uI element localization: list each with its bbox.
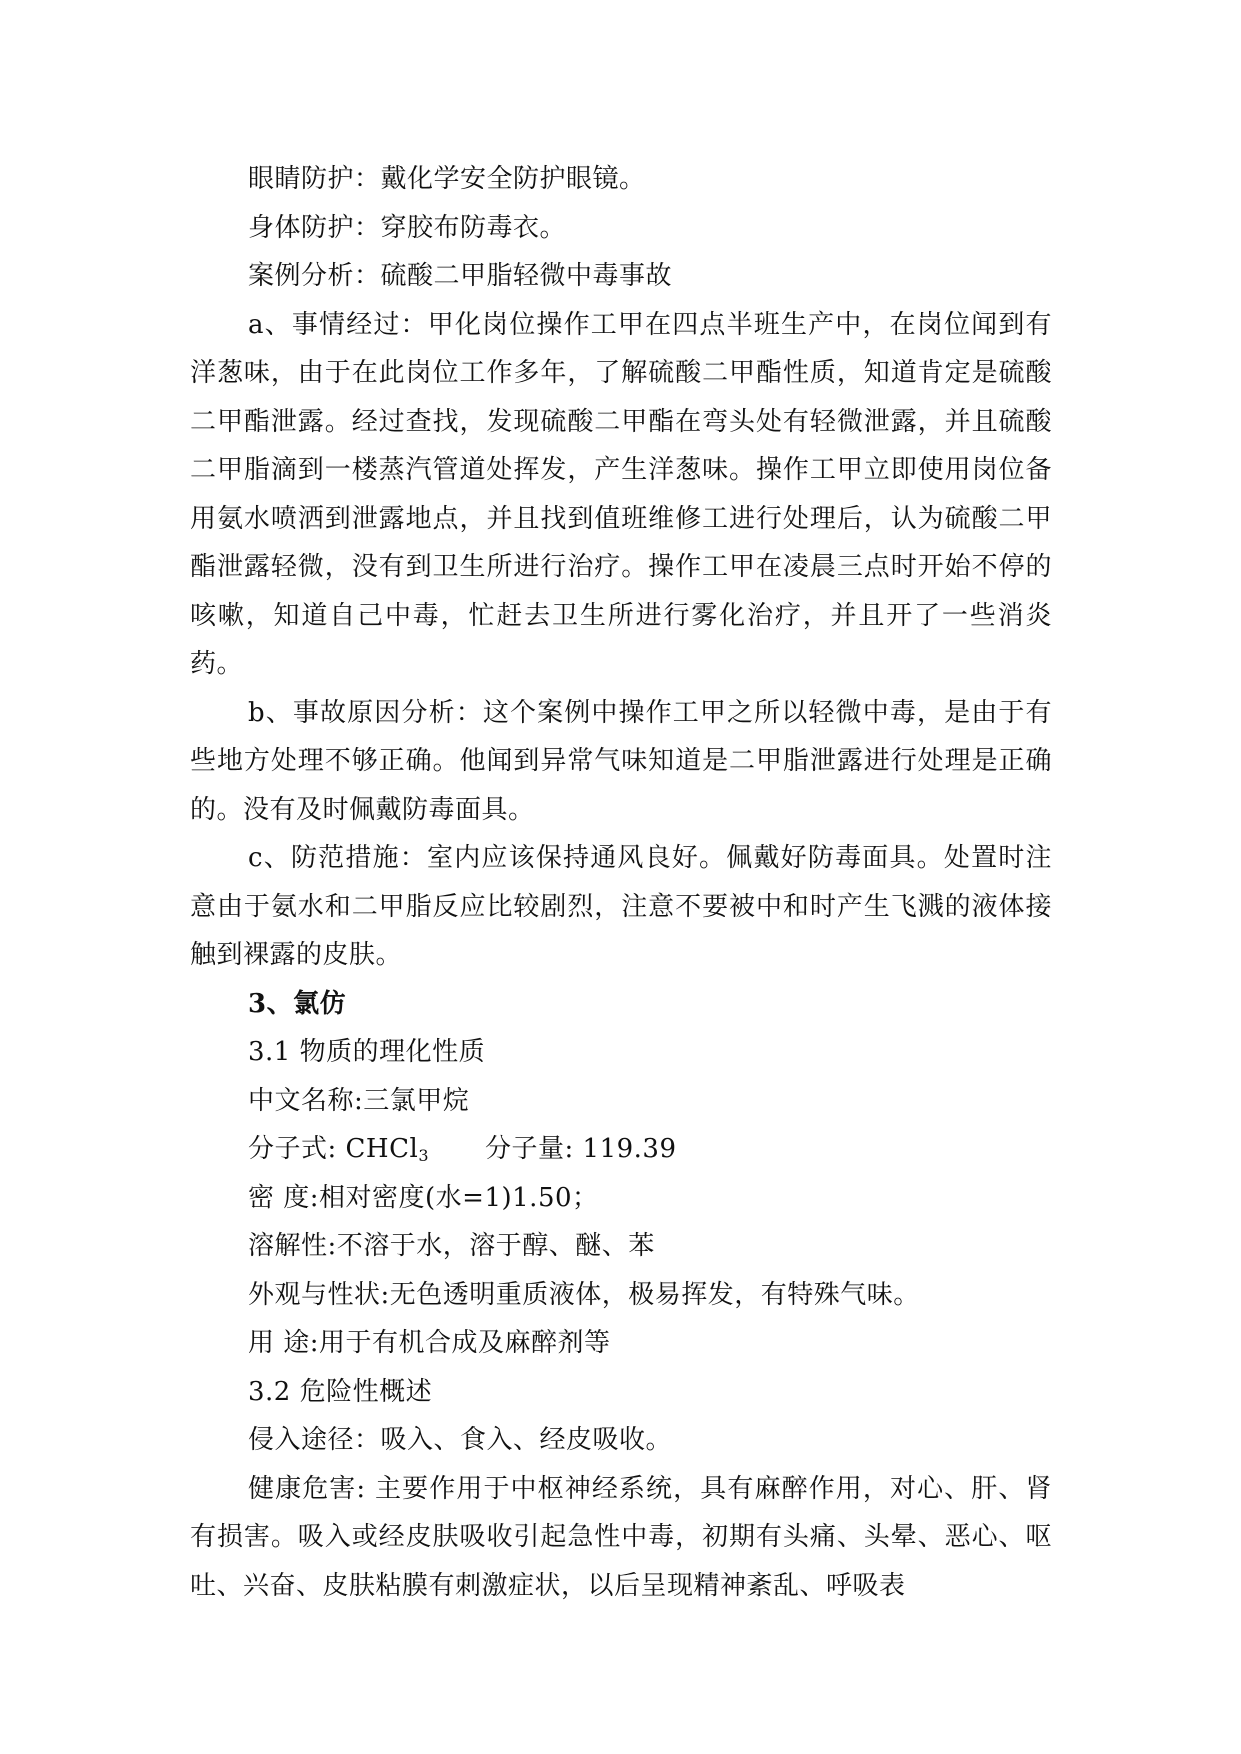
subsection-3-1-title: 3.1 物质的理化性质 — [248, 1037, 486, 1067]
case-c-paragraph: c、防范措施：室内应该保持通风良好。佩戴好防毒面具。处置时注意由于氨水和二甲脂反应比较剧烈，注意不要被中和时产生飞溅的液体接触到裸露的皮肤。 — [190, 843, 1052, 970]
document-page — [190, 155, 1052, 1610]
usage-text: 用 途:用于有机合成及麻醉剂等 — [248, 1328, 611, 1358]
formula-label: 分子式: CHCl — [248, 1134, 419, 1164]
body-protection-text: 身体防护：穿胶布防毒衣。 — [248, 212, 567, 243]
case-a-paragraph: a、事情经过：甲化岗位操作工甲在四点半班生产中，在岗位闻到有洋葱味，由于在此岗位工作多年，了解硫酸二甲酯性质，知道肯定是硫酸二甲酯泄露。经过查找，发现硫酸二甲酯在弯头处有轻微泄露，并且硫酸二甲脂滴到一楼蒸汽管道处挥发，产生洋葱味。操作工甲立即使用岗位备用氨水喷洒到泄露地点，并且找到值班维修工进行处理后，认为硫酸二甲酯泄露轻微，没有到卫生所进行治疗。操作工甲在凌晨三点时开始不停的咳嗽，知道自己中毒，忙赶去卫生所进行雾化治疗，并且开了一些消炎药。 — [190, 309, 1052, 679]
formula-line — [190, 1125, 1052, 1174]
subsection-3-2-title: 3.2 危险性概述 — [248, 1376, 433, 1407]
appearance-text: 外观与性状:无色透明重质液体，极易挥发，有特殊气味。 — [248, 1279, 920, 1310]
section-3-heading: 3、氯仿 — [248, 988, 347, 1019]
route-text: 侵入途径：吸入、食入、经皮吸收。 — [248, 1425, 673, 1455]
molecular-weight: 分子量: 119.39 — [485, 1134, 677, 1164]
solubility-text: 溶解性:不溶于水，溶于醇、醚、苯 — [248, 1231, 655, 1261]
case-b-paragraph: b、事故原因分析：这个案例中操作工甲之所以轻微中毒，是由于有些地方处理不够正确。他闻到异常气味知道是二甲脂泄露进行处理是正确的。没有及时佩戴防毒面具。 — [190, 697, 1052, 825]
chinese-name-text: 中文名称:三氯甲烷 — [248, 1085, 470, 1116]
health-hazard-paragraph: 健康危害: 主要作用于中枢神经系统，具有麻醉作用，对心、肝、肾有损害。吸入或经皮肤吸收引起急性中毒，初期有头痛、头晕、恶心、呕吐、兴奋、皮肤粘膜有刺激症状，以后呈现精神紊乱、呼吸表 — [190, 1473, 1052, 1601]
density-text: 密 度:相对密度(水=1)1.50； — [248, 1182, 599, 1213]
eye-protection-text: 眼睛防护：戴化学安全防护眼镜。 — [248, 164, 646, 194]
case-analysis-title: 案例分析：硫酸二甲脂轻微中毒事故 — [248, 261, 673, 291]
formula-subscript: 3 — [418, 1146, 429, 1165]
